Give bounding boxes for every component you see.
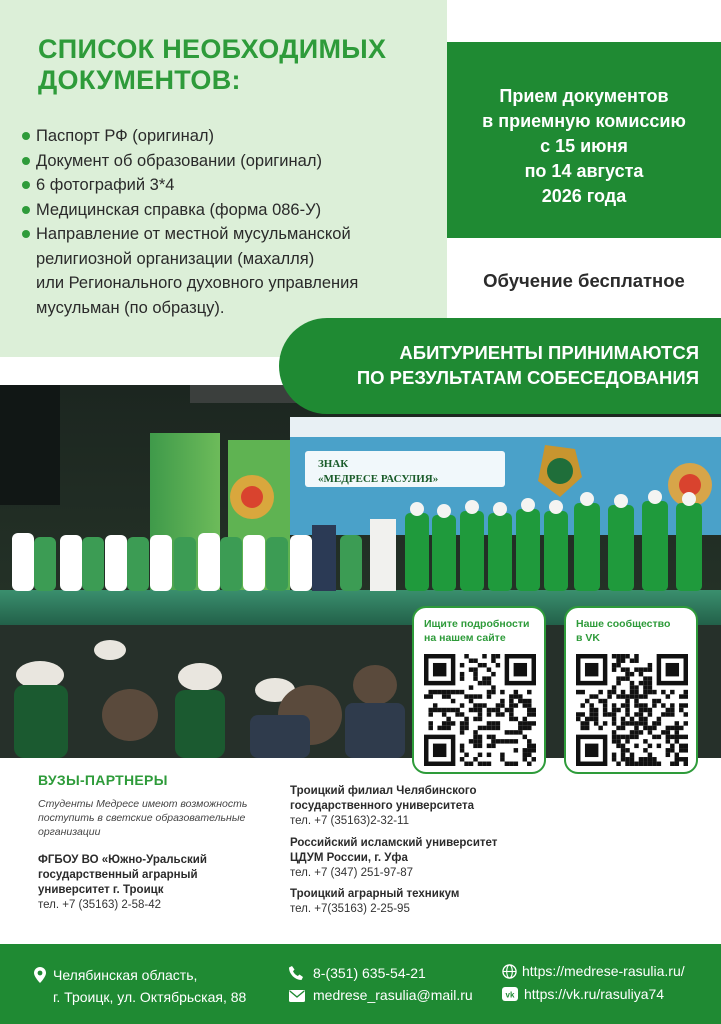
partners-note: [38, 797, 278, 839]
partner-name: [290, 887, 550, 902]
qr-vk-label-line: Наше сообщество: [576, 618, 671, 630]
footer-vk[interactable]: https://vk.ru/rasuliya74: [524, 986, 665, 1002]
partner-phone: тел. +7 (347) 251-97-87: [290, 867, 414, 879]
partners-note-line: поступить в светские образовательные: [38, 812, 246, 824]
partner-item: [38, 853, 283, 913]
partners-note-line: Студенты Медресе имеют возможность: [38, 798, 248, 810]
document-item: [22, 173, 442, 198]
stage-sign-line: «МЕДРЕСЕ РАСУЛИЯ»: [318, 473, 439, 485]
document-item: [22, 124, 442, 149]
interview-banner-line: ПО РЕЗУЛЬТАТАМ СОБЕСЕДОВАНИЯ: [356, 367, 699, 388]
partners-note-line: организации: [38, 826, 101, 838]
footer-website[interactable]: https://medrese-rasulia.ru/: [522, 963, 685, 979]
partner-name-line: государственного университета: [290, 800, 474, 812]
phone-icon: [289, 966, 303, 980]
partner-item: [290, 887, 550, 917]
qr-vk-label: [576, 617, 694, 645]
vk-icon: [502, 987, 518, 1001]
document-item-text: Направление от местной мусульманской: [36, 225, 351, 243]
document-item-text: Медицинская справка (форма 086-У): [36, 200, 322, 219]
documents-title-line: ДОКУМЕНТОВ:: [38, 65, 241, 95]
svg-text:vk: vk: [505, 990, 515, 1000]
partners-title: ВУЗЫ-ПАРТНЕРЫ: [38, 772, 168, 788]
partner-name-line: Троицкий филиал Челябинского: [290, 785, 477, 797]
mail-icon: [289, 990, 305, 1002]
partner-phone: тел. +7 (35163) 2-58-42: [38, 899, 162, 911]
qr-card-website[interactable]: [412, 606, 546, 774]
partner-name-line: ЦДУМ России, г. Уфа: [290, 852, 408, 864]
document-item: [22, 222, 442, 320]
document-item-text: Паспорт РФ (оригинал): [36, 127, 215, 145]
document-item: [22, 198, 442, 223]
partner-item: [290, 784, 550, 829]
document-item-text: Документ об образовании (оригинал): [36, 151, 322, 170]
qr-site-label-line: на нашем сайте: [424, 632, 506, 644]
admission-line: в приемную комиссию: [482, 111, 686, 131]
document-item-text: или Регионального духовного управления: [36, 274, 359, 292]
admission-line: по 14 августа: [524, 161, 644, 181]
footer-email[interactable]: medrese_rasulia@mail.ru: [313, 987, 473, 1003]
footer-address-line: Челябинская область,: [53, 967, 198, 983]
interview-banner-line: АБИТУРИЕНТЫ ПРИНИМАЮТСЯ: [399, 342, 699, 363]
partner-name-line: ФГБОУ ВО «Южно-Уральский: [38, 854, 207, 866]
free-education-label: Обучение бесплатное: [483, 270, 685, 291]
partner-name-line: Российский исламский университет: [290, 837, 498, 849]
documents-title: [38, 34, 438, 96]
partner-name: [290, 784, 550, 814]
admission-line: Прием документов: [499, 86, 669, 106]
globe-icon: [502, 964, 517, 979]
qr-site-label: [424, 617, 542, 645]
partner-name: [290, 836, 550, 866]
footer-phone[interactable]: 8-(351) 635-54-21: [313, 965, 426, 981]
stage-sign-line: ЗНАК: [318, 458, 349, 470]
admission-line: с 15 июня: [540, 136, 628, 156]
partner-name-line: государственный аграрный: [38, 869, 198, 881]
qr-vk-label-line: в VK: [576, 632, 600, 644]
partner-name-line: Троицкий аграрный техникум: [290, 888, 460, 900]
document-item: [22, 149, 442, 174]
document-item-text: религиозной организации (махалля): [36, 249, 315, 268]
partner-phone: тел. +7(35163) 2-25-95: [290, 903, 410, 915]
admission-dates-box: [447, 42, 721, 238]
qr-code-icon[interactable]: [424, 654, 536, 766]
contacts-footer: [0, 944, 721, 1024]
partner-phone: тел. +7 (35163)2-32-11: [290, 815, 409, 827]
footer-address: [53, 964, 246, 1008]
qr-card-vk[interactable]: [564, 606, 698, 774]
qr-site-label-line: Ищите подробности: [424, 618, 530, 630]
footer-address-line: г. Троицк, ул. Октябрьская, 88: [53, 989, 247, 1005]
admission-line: 2026 года: [541, 186, 627, 206]
qr-code-icon[interactable]: [576, 654, 688, 766]
partner-item: [290, 836, 550, 881]
documents-title-line: СПИСОК НЕОБХОДИМЫХ: [38, 34, 387, 64]
interview-banner: [279, 318, 721, 414]
documents-list: [22, 124, 442, 320]
partner-name: [38, 853, 283, 898]
partner-name-line: университет г. Троицк: [38, 884, 164, 896]
location-pin-icon: [34, 967, 46, 983]
document-item-text: мусульман (по образцу).: [36, 298, 225, 317]
document-item-text: 6 фотографий 3*4: [36, 176, 175, 194]
